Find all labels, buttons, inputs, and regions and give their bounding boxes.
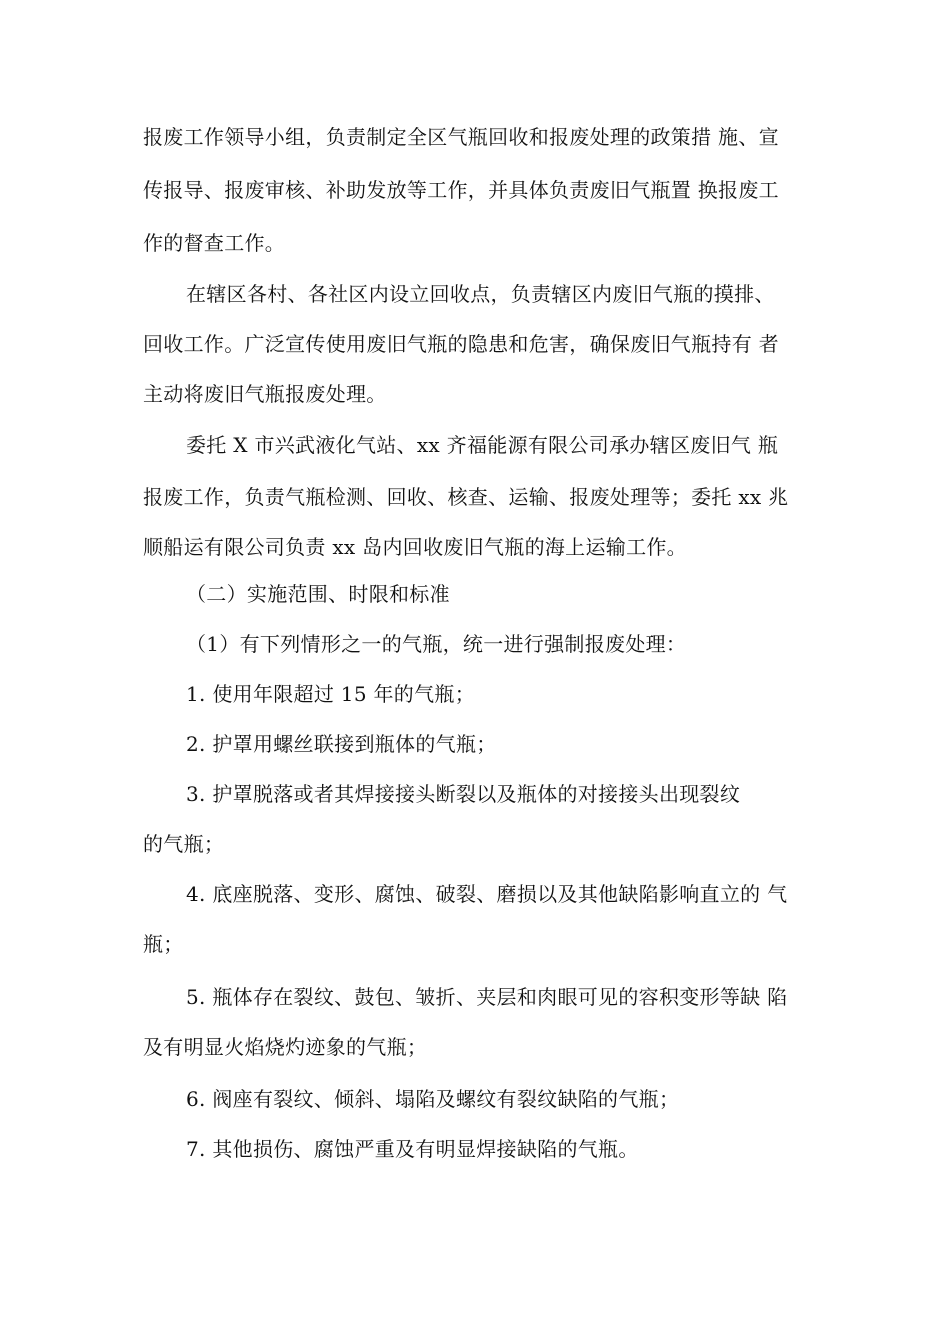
list-item: 1. 使用年限超过 15 年的气瓶； [186,682,476,706]
text-line: 顺船运有限公司负责 xx 岛内回收废旧气瓶的海上运输工作。 [143,535,687,559]
text-line: 瓶； [143,932,184,956]
text-line: 回收工作。广泛宣传使用废旧气瓶的隐患和危害，确保废旧气瓶持有 者 [143,332,779,356]
list-item: 4. 底座脱落、变形、腐蚀、破裂、磨损以及其他缺陷影响直立的 气 [186,882,788,906]
list-item: 2. 护罩用螺丝联接到瓶体的气瓶； [186,732,497,756]
text-line: 作的督查工作。 [143,231,286,255]
text-line: 报废工作领导小组，负责制定全区气瓶回收和报废处理的政策措 施、宣 [143,125,779,149]
text-line: 传报导、报废审核、补助发放等工作，并具体负责废旧气瓶置 换报废工 [143,178,779,202]
list-item: 5. 瓶体存在裂纹、鼓包、皱折、夹层和肉眼可见的容积变形等缺 陷 [186,985,788,1009]
list-item: 7. 其他损伤、腐蚀严重及有明显焊接缺陷的气瓶。 [186,1137,639,1161]
text-line: 的气瓶； [143,832,225,856]
text-line: （1）有下列情形之一的气瓶，统一进行强制报废处理： [186,632,687,656]
text-line: 在辖区各村、各社区内设立回收点，负责辖区内废旧气瓶的摸排、 [186,282,775,306]
list-item: 6. 阀座有裂纹、倾斜、塌陷及螺纹有裂纹缺陷的气瓶； [186,1087,680,1111]
section-heading: （二）实施范围、时限和标准 [186,582,450,606]
text-line: 及有明显火焰烧灼迹象的气瓶； [143,1035,428,1059]
text-line: 报废工作，负责气瓶检测、回收、核查、运输、报废处理等；委托 xx 兆 [143,485,789,509]
text-line: 主动将废旧气瓶报废处理。 [143,382,387,406]
text-line: 委托 X 市兴武液化气站、xx 齐福能源有限公司承办辖区废旧气 瓶 [186,433,779,457]
list-item: 3. 护罩脱落或者其焊接接头断裂以及瓶体的对接接头出现裂纹 [186,782,741,806]
